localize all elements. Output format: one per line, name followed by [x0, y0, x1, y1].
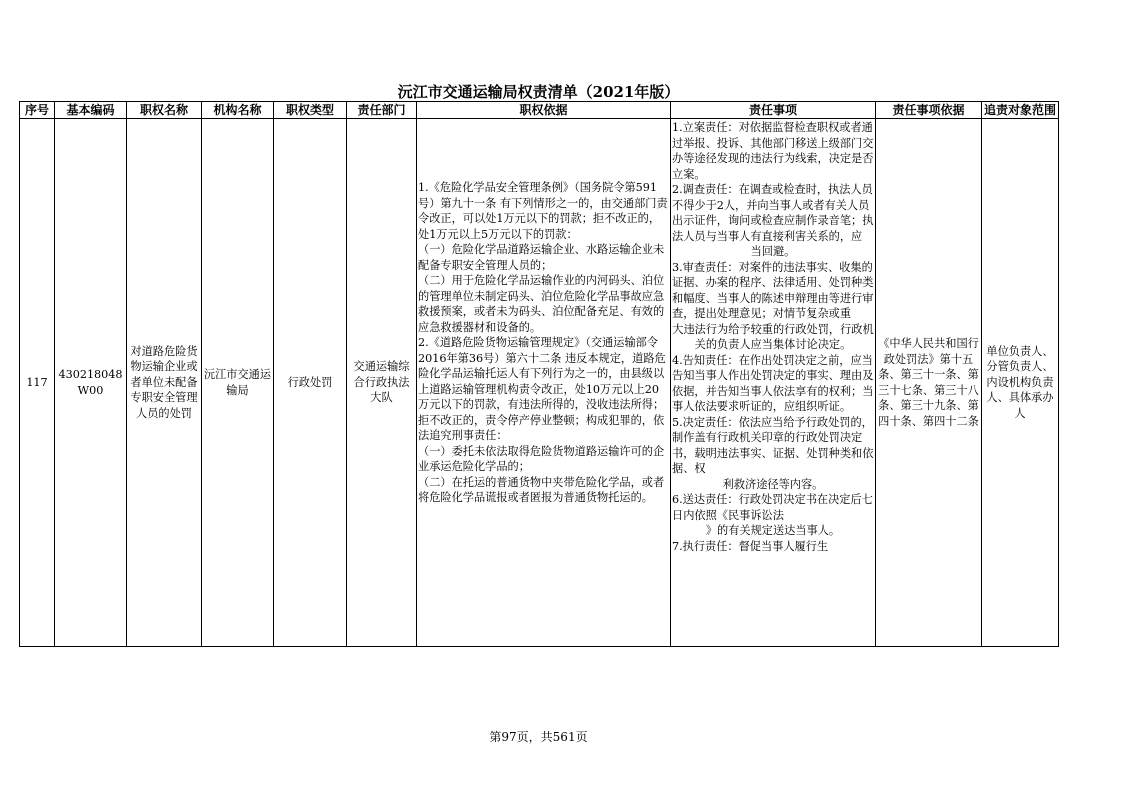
page-title: 沅江市交通运输局权责清单（2021年版）: [397, 83, 680, 101]
header-org: 机构名称: [202, 102, 274, 119]
header-basis: 职权依据: [417, 102, 671, 119]
header-seq: 序号: [20, 102, 55, 119]
basis-paragraph: （一）危险化学品道路运输企业、水路运输企业未配备专职安全管理人员的；: [418, 243, 665, 272]
basis-paragraph: （二）用于危险化学品运输作业的内河码头、泊位的管理单位未制定码头、泊位危险化学品事故应急救援预案，或者未为码头、泊位配备充足、有效的应急救援器材和设备的。: [418, 274, 665, 334]
cell-seq: 117: [20, 119, 55, 647]
header-accountability: 追责对象范围: [982, 102, 1059, 119]
duty-item-tail: 利救济途径等内容。: [722, 477, 824, 491]
cell-duty-basis: 《中华人民共和国行政处罚法》第十五条、第三十一条、第三十七条、第三十八条、第三十九条、第四十条、第四十二条: [876, 119, 982, 647]
duty-item-tail: 当回避。: [750, 245, 796, 258]
duty-item: 6.送达责任：行政处罚决定书在决定后七日内依照《民事诉讼法: [672, 493, 873, 522]
responsibility-table: [19, 101, 1059, 647]
header-duty-basis: 责任事项依据: [876, 102, 982, 119]
cell-basis: [417, 119, 671, 647]
basis-paragraph: 2.《道路危险货物运输管理规定》（交通运输部令2016年第36号）第六十二条 违反本规定，道路危险化学品运输托运人有下列行为之一的，由县级以上道路运输管理机构责令改正，处10万元以上20万元以下的罚款，有违法所得的，没收违法所得；拒不改正的，责令停产停业整顿；构成犯罪的，依法追究刑事责任：: [418, 336, 666, 442]
header-duties: 责任事项: [671, 102, 876, 119]
page-number: 第97页，共561页: [489, 730, 588, 744]
cell-accountability: 单位负责人、分管负责人、内设机构负责人、具体承办人: [982, 119, 1059, 647]
duty-item: 3.审查责任：对案件的违法事实、收集的证据、办案的程序、法律适用、处罚种类和幅度、当事人的陈述申辩理由等进行审查，提出处理意见；对情节复杂或重: [672, 260, 874, 320]
basis-paragraph: （一）委托未依法取得危险货物道路运输许可的企业承运危险化学品的；: [418, 444, 665, 473]
duty-item: 4.告知责任：在作出处罚决定之前，应当告知当事人作出处罚决定的事实、理由及依据，并告知当事人依法享有的权利；当事人依法要求听证的，应组织听证。: [672, 353, 874, 413]
header-code: 基本编码: [55, 102, 127, 119]
duty-item: 2.调查责任：在调查或检查时，执法人员不得少于2人，并向当事人或者有关人员出示证件，询问或检查应制作录音笔；执法人员与当事人有直接利害关系的，应: [672, 183, 874, 243]
cell-duties: [671, 119, 876, 647]
cell-power-name: 对道路危险货物运输企业或者单位未配备专职安全管理人员的处罚: [127, 119, 202, 647]
basis-paragraph: （二）在托运的普通货物中夹带危险化学品，或者将危险化学品谎报或者匿报为普通货物托运的。: [418, 475, 665, 504]
header-power-name: 职权名称: [127, 102, 202, 119]
cell-dept: 交通运输综合行政执法大队: [347, 119, 417, 647]
header-power-type: 职权类型: [274, 102, 347, 119]
duty-item: 1.立案责任：对依据监督检查职权或者通过举报、投诉、其他部门移送上级部门交办等途径发现的违法行为线索，决定是否立案。: [672, 121, 874, 181]
cell-power-type: 行政处罚: [274, 119, 347, 647]
duty-item: 5.决定责任：依法应当给予行政处罚的，制作盖有行政机关印章的行政处罚决定书，载明违法事实、证据、处罚种类和依据、权: [672, 415, 874, 475]
cell-code: 430218048W00: [55, 119, 127, 647]
header-row: [20, 102, 1059, 119]
duty-item-tail: 》的有关规定送达当事人。: [705, 524, 841, 537]
header-dept: 责任部门: [347, 102, 417, 119]
basis-paragraph: 1.《危险化学品安全管理条例》（国务院令第591号）第九十一条 有下列情形之一的，由交通部门责令改正，可以处1万元以下的罚款；拒不改正的，处1万元以上5万元以下的罚款：: [418, 181, 668, 241]
duty-item-tail: 大违法行为给予较重的行政处罚，行政机关的负责人应当集体讨论决定。: [672, 322, 874, 351]
table-row: [20, 119, 1059, 647]
duty-item: 7.执行责任：督促当事人履行生: [672, 539, 829, 553]
cell-org: 沅江市交通运输局: [202, 119, 274, 647]
